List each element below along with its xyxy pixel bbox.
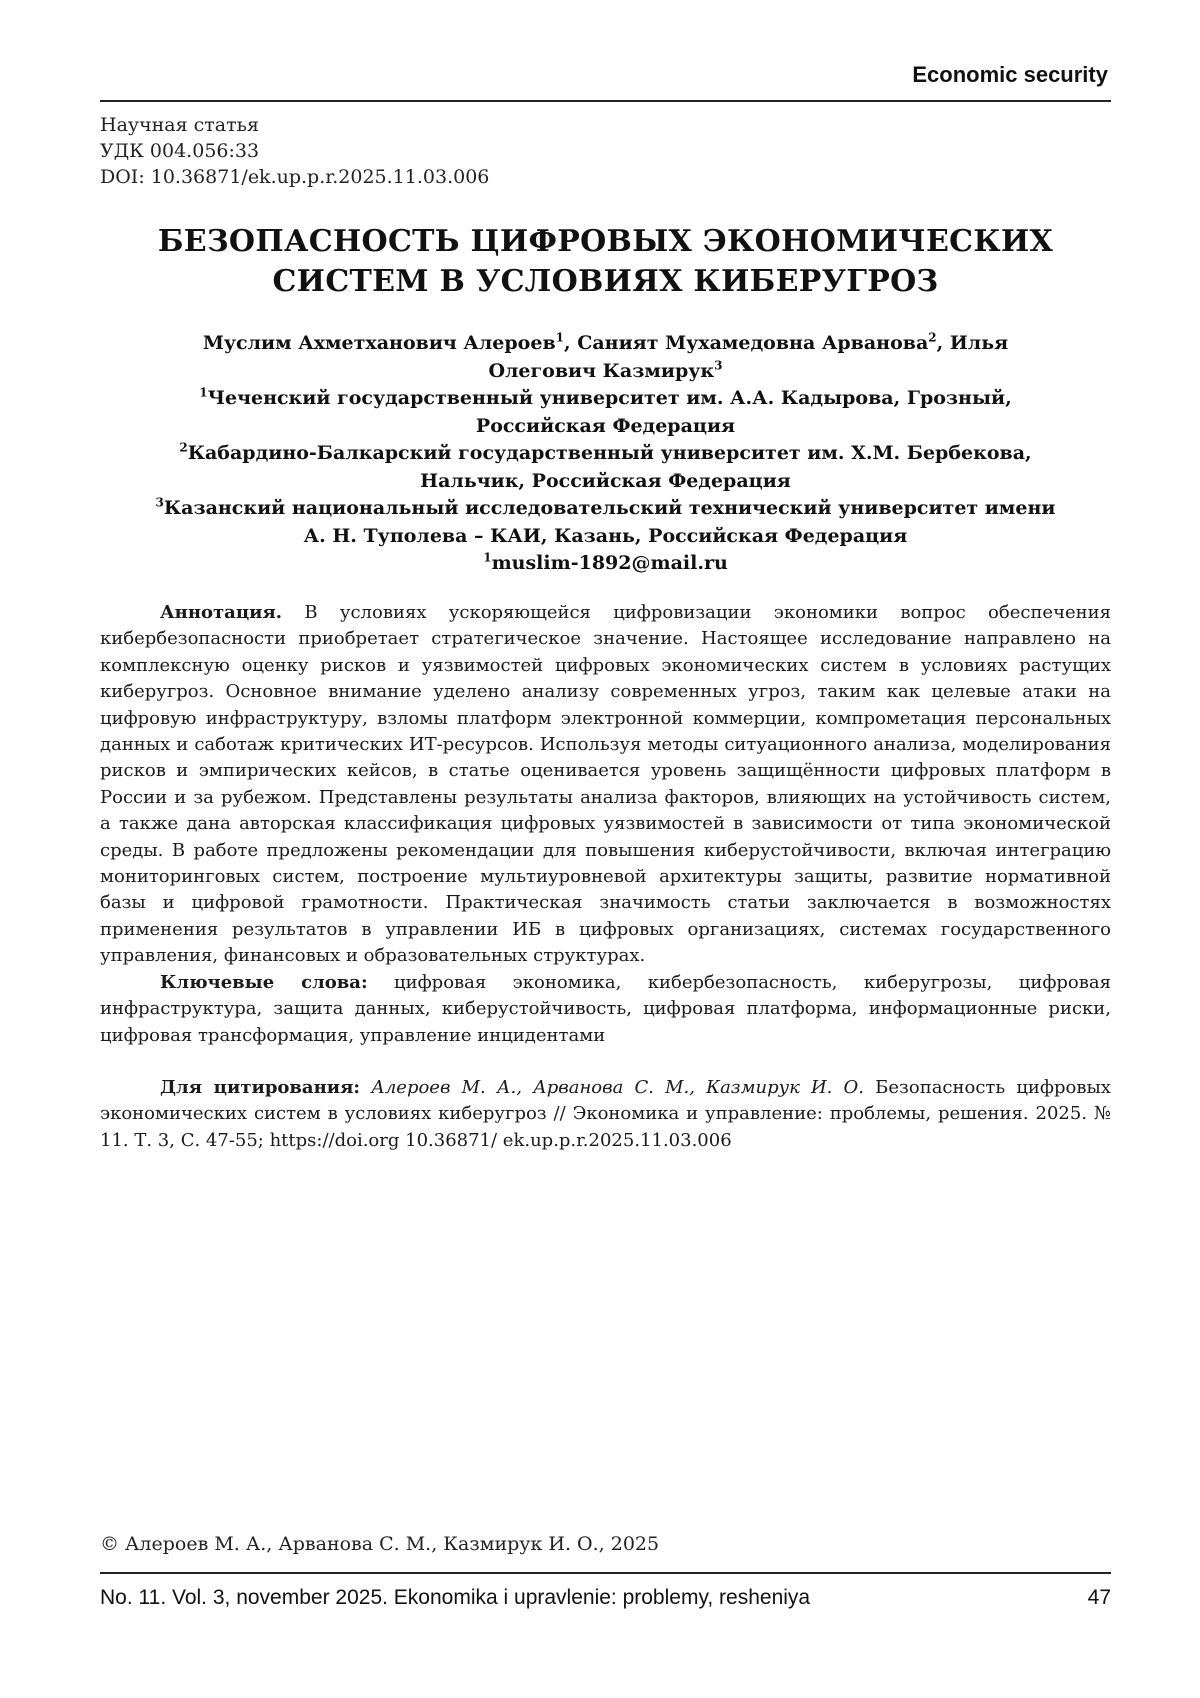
affiliation-3-sup: 3 bbox=[155, 495, 164, 510]
keywords-label: Ключевые слова: bbox=[160, 971, 368, 993]
header-rule bbox=[100, 100, 1111, 102]
author-3-last: Олегович Казмирук bbox=[488, 359, 715, 382]
article-title bbox=[100, 222, 1111, 302]
running-header-section: Economic security bbox=[912, 62, 1108, 87]
authors-block bbox=[100, 330, 1111, 578]
affiliation-3-text: Казанский национальный исследовательский технический университет имени bbox=[163, 497, 1056, 519]
title-line-1: БЕЗОПАСНОСТЬ ЦИФРОВЫХ ЭКОНОМИЧЕСКИХ bbox=[157, 224, 1054, 259]
abstract-section bbox=[100, 600, 1111, 1154]
keywords-text: цифровая экономика, кибербезопасность, киберугрозы, цифровая инфраструктура, защита данных, киберустойчивость, цифровая платформа, информационные риски, цифровая трансформация, управление инцидентами bbox=[100, 971, 1111, 1046]
affiliation-3-line-2: А. Н. Туполева – КАИ, Казань, Российская Федерация bbox=[303, 524, 908, 547]
doi[interactable]: DOI: 10.36871/ek.up.p.r.2025.11.03.006 bbox=[100, 166, 490, 188]
abstract-paragraph bbox=[100, 600, 1111, 970]
affiliation-1-line-1 bbox=[100, 385, 1111, 413]
authors-line-2 bbox=[100, 358, 1111, 386]
article-type: Научная статья bbox=[100, 114, 259, 136]
citation-label: Для цитирования: bbox=[160, 1076, 361, 1098]
authors-line-1 bbox=[100, 330, 1111, 358]
page-number: 47 bbox=[1087, 1586, 1111, 1609]
email-link[interactable]: muslim-1892@mail.ru bbox=[491, 552, 728, 574]
author-sep: , bbox=[564, 332, 578, 354]
footer-rule bbox=[100, 1572, 1111, 1574]
author-2-sup: 2 bbox=[928, 330, 937, 345]
affiliation-2-sup: 2 bbox=[179, 440, 188, 455]
udc-code: УДК 004.056:33 bbox=[100, 140, 260, 162]
title-line-2: СИСТЕМ В УСЛОВИЯХ КИБЕРУГРОЗ bbox=[272, 264, 939, 299]
affiliation-2-line-1 bbox=[100, 440, 1111, 468]
email-sup: 1 bbox=[483, 550, 492, 565]
abstract-text: В условиях ускоряющейся цифровизации экономики вопрос обеспечения кибербезопасности приобретает стратегическое значение. Настоящее исследование направлено на комплексную оценку рисков и уязвимостей цифровых экономических систем в условиях растущих киберугроз. Основное внимание уделено анализу современных угроз, таким как целевые атаки на цифровую инфраструктуру, взломы платформ электронной коммерции, компрометация персональных данных и саботаж критических ИТ-ресурсов. Используя методы ситуационного анализа, моделирования рисков и эмпирических кейсов, в статье оценивается уровень защищённости цифровых платформ в России и за рубежом. Представлены результаты анализа факторов, влияющих на устойчивость систем, а также дана авторская классификация цифровых уязвимостей в зависимости от типа экономической среды. В работе предложены рекомендации для повышения киберустойчивости, включая интеграцию мониторинговых систем, построение мультиуровневой архитектуры защиты, развитие нормативной базы и цифровой грамотности. Практическая значимость статьи заключается в возможностях применения результатов в управлении ИБ в цифровых организациях, системах государственного управления, финансовых и образовательных структурах. bbox=[100, 602, 1111, 967]
author-1: Муслим Ахметханович Алероев bbox=[202, 332, 556, 354]
affiliation-1-sup: 1 bbox=[199, 385, 208, 400]
author-3-sup: 3 bbox=[714, 358, 723, 373]
author-sep: , bbox=[936, 332, 950, 354]
email-line bbox=[100, 550, 1111, 578]
page-footer bbox=[100, 1586, 1111, 1610]
footer-journal: No. 11. Vol. 3, november 2025. Ekonomika i upravlenie: problemy, resheniya bbox=[100, 1586, 811, 1609]
author-1-sup: 1 bbox=[555, 330, 564, 345]
keywords-paragraph bbox=[100, 970, 1111, 1049]
citation-authors: Алероев М. А., Арванова С. М., Казмирук И. О. bbox=[371, 1076, 865, 1098]
author-2: Саният Мухамедовна Арванова bbox=[577, 332, 929, 354]
affiliation-3-line-1 bbox=[100, 495, 1111, 523]
affiliation-1-line-2: Российская Федерация bbox=[475, 414, 736, 437]
copyright-notice: © Алероев М. А., Арванова С. М., Казмирук И. О., 2025 bbox=[100, 1533, 660, 1555]
article-meta bbox=[100, 112, 489, 190]
affiliation-2-line-2: Нальчик, Российская Федерация bbox=[420, 469, 791, 492]
citation-text: Безопасность цифровых экономических систем в условиях киберугроз // Экономика и управление: проблемы, решения. 2025. № 11. Т. 3, С. 47-55; https://doi.org 10.36871/ ek.up.p.r.2025.11.03.006 bbox=[100, 1076, 1111, 1151]
author-3-first: Илья bbox=[949, 332, 1009, 354]
affiliation-1-text: Чеченский государственный университет им. А.А. Кадырова, Грозный, bbox=[207, 387, 1012, 409]
affiliation-2-text: Кабардино-Балкарский государственный университет им. Х.М. Бербекова, bbox=[187, 442, 1032, 464]
abstract-label: Аннотация. bbox=[160, 602, 283, 623]
citation-paragraph bbox=[100, 1075, 1111, 1154]
